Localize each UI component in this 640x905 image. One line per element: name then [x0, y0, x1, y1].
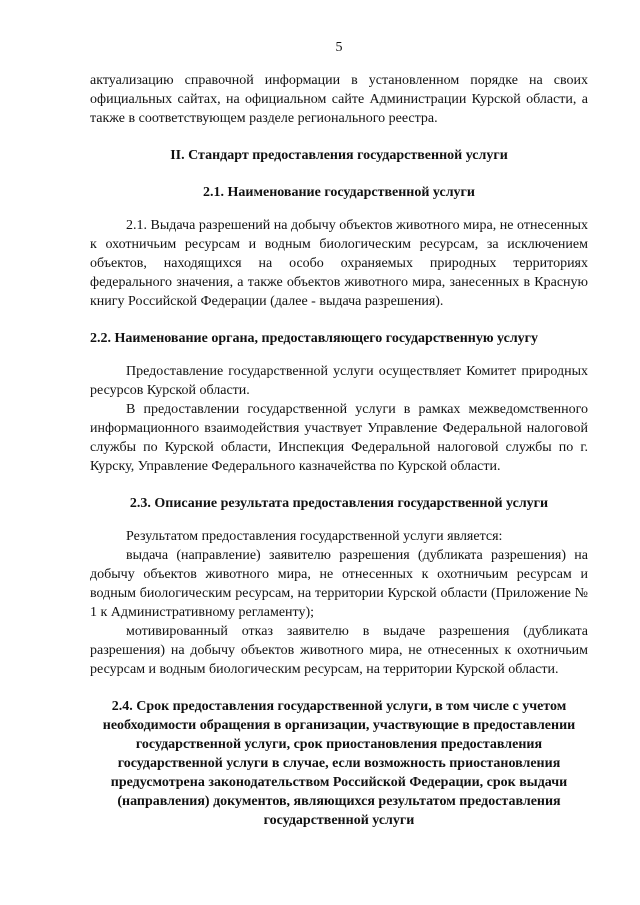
- s24-heading: 2.4. Срок предоставления государственной услуги, в том числе с учетом необходимости обращения в организации, участвующие в предоставлении государственной услуги, срок приостановления предоставления государственной услуги в случае, если возможность приостановления предусмотрена законодательством Российской Федерации, срок выдачи (направления) документов, являющихся результатом предоставления государственной услуги: [102, 699, 576, 828]
- s23-p1: Результатом предоставления государственной услуги является:: [126, 529, 503, 544]
- s23-p3: мотивированный отказ заявителю в выдаче разрешения (дубликата разрешения) на добычу объектов животного мира, не отнесенных к охотничьим ресурсам и водным биологическим ресурсам, на территории Курской области.: [90, 624, 588, 677]
- page-number: 5: [335, 40, 343, 55]
- s22-heading: 2.2. Наименование органа, предоставляющего государственную услугу: [90, 331, 539, 346]
- s22-p2: В предоставлении государственной услуги в рамках межведомственного информационного взаимодействия участвует Управление Федеральной налоговой службы по Курской области, Инспекция Федеральной налоговой службы по г. Курску, Управление Федерального казначейства по Курской области.: [90, 402, 588, 474]
- s21-text: 2.1. Выдача разрешений на добычу объектов животного мира, не отнесенных к охотничьим ресурсам и водным биологическим ресурсам, за исключением объектов, находящихся на особо охраняемых природных территориях федерального значения, а также объектов животного мира, занесенных в Красную книгу Российской Федерации (далее - выдача разрешения).: [90, 218, 588, 309]
- section-title: II. Стандарт предоставления государственной услуги: [170, 148, 508, 163]
- s21-heading: 2.1. Наименование государственной услуги: [203, 185, 475, 200]
- intro-paragraph: актуализацию справочной информации в установленном порядке на своих официальных сайтах, на официальном сайте Администрации Курской области, а также в соответствующем разделе регионального реестра.: [90, 73, 588, 126]
- s23-heading: 2.3. Описание результата предоставления государственной услуги: [129, 496, 549, 511]
- s23-p2: выдача (направление) заявителю разрешения (дубликата разрешения) на добычу объектов животного мира, не отнесенных к охотничьим ресурсам и водным биологическим ресурсам, на территории Курской области (Приложение № 1 к Административному регламенту);: [90, 548, 588, 620]
- s22-p1: Предоставление государственной услуги осуществляет Комитет природных ресурсов Курской области.: [90, 364, 588, 398]
